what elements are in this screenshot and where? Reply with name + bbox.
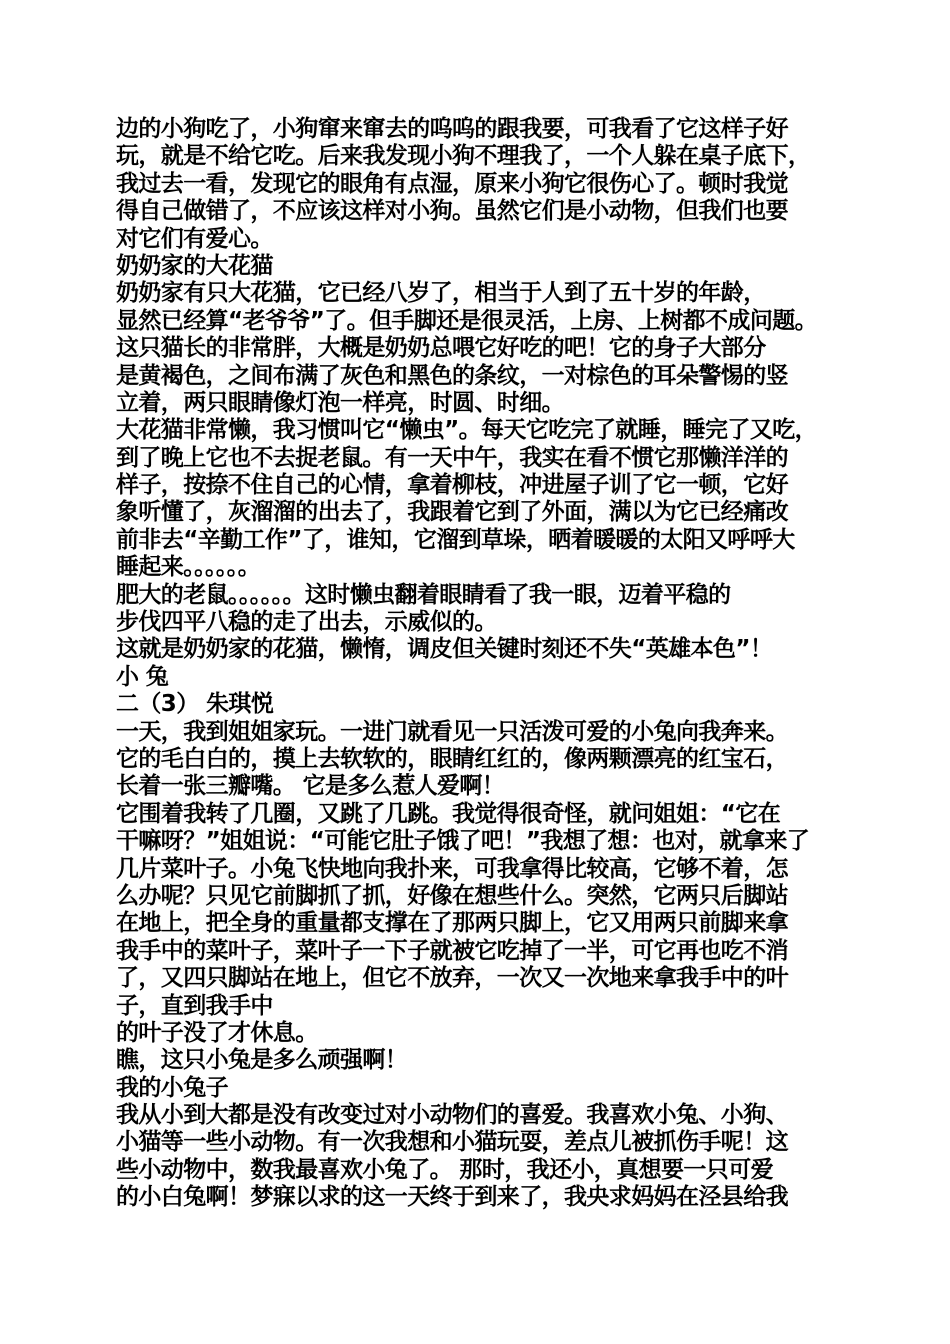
text-line: 么办呢？只见它前脚抓了抓，好像在想些什么。突然，它两只后脚站 [116, 882, 789, 909]
text-line: 我的小兔子 [116, 1074, 229, 1101]
text-line: 干嘛呀？”姐姐说：“可能它肚子饿了吧！”我想了想：也对，就拿来了 [116, 828, 810, 855]
text-line: 奶奶家有只大花猫，它已经八岁了，相当于人到了五十岁的年龄， [116, 280, 766, 307]
text-line: 显然已经算“老爷爷”了。但手脚还是很灵活，上房、上树都不成问题。 [116, 307, 818, 334]
text-line: 几片菜叶子。小兔飞快地向我扑来，可我拿得比较高，它够不着，怎 [116, 855, 789, 882]
text-line: 样子，按捺不住自己的心情，拿着柳枝，冲进屋子训了它一顿，它好 [116, 472, 789, 499]
text-line: 的小白兔啊！梦寐以求的这一天终于到来了，我央求妈妈在泾县给我 [116, 1184, 789, 1211]
document-body [116, 116, 846, 1212]
text-line: 立着，两只眼睛像灯泡一样亮，时圆、时细。 [116, 389, 565, 416]
text-line: 了，又四只脚站在地上，但它不放弃，一次又一次地来拿我手中的叶 [116, 965, 789, 992]
text-line: 小 兔 [116, 663, 169, 690]
text-line: 子，直到我手中 [116, 992, 273, 1019]
text-line: 我过去一看，发现它的眼角有点湿，原来小狗它很伤心了。顿时我觉 [116, 170, 789, 197]
text-line: 睡起来。。。。。。 [116, 554, 261, 581]
text-line: 的叶子没了才休息。 [116, 1019, 318, 1046]
text-line: 奶奶家的大花猫 [116, 252, 273, 279]
text-line: 这就是奶奶家的花猫，懒惰，调皮但关键时刻还不失“英雄本色”！ [116, 636, 773, 663]
text-line: 些小动物中，数我最喜欢小兔了。 那时，我还小，真想要一只可爱 [116, 1156, 774, 1183]
text-line: 到了晚上它也不去捉老鼠。有一天中午，我实在看不惯它那懒洋洋的 [116, 444, 789, 471]
text-line: 玩，就是不给它吃。后来我发现小狗不理我了，一个人躲在桌子底下， [116, 143, 811, 170]
text-line: 它的毛白白的，摸上去软软的，眼睛红红的，像两颗漂亮的红宝石， [116, 745, 789, 772]
text-line: 步伐四平八稳的走了出去，示威似的。 [116, 609, 497, 636]
text-line: 瞧，这只小兔是多么顽强啊！ [116, 1047, 408, 1074]
text-line: 对它们有爱心。 [116, 225, 273, 252]
text-line: 边的小狗吃了，小狗窜来窜去的呜呜的跟我要，可我看了它这样子好 [116, 116, 789, 142]
text-line: 这只猫长的非常胖，大概是奶奶总喂它好吃的吧！它的身子大部分 [116, 335, 766, 362]
text-line: 长着一张三瓣嘴。 它是多么惹人爱啊！ [116, 773, 505, 800]
text-line: 一天，我到姐姐家玩。一进门就看见一只活泼可爱的小兔向我奔来。 [116, 718, 789, 745]
text-line: 前非去“辛勤工作”了，谁知，它溜到草垛，晒着暖暖的太阳又呼呼大 [116, 526, 795, 553]
text-line: 肥大的老鼠。。。。。。这时懒虫翻着眼睛看了我一眼，迈着平稳的 [116, 581, 731, 608]
text-line: 大花猫非常懒，我习惯叫它“懒虫”。每天它吃完了就睡，睡完了又吃， [116, 417, 818, 444]
text-line: 是黄褐色，之间布满了灰色和黑色的条纹，一对棕色的耳朵警惕的竖 [116, 362, 789, 389]
text-line: 它围着我转了几圈，又跳了几跳。我觉得很奇怪，就问姐姐：“它在 [116, 800, 781, 827]
text-line: 二（3） 朱琪悦 [116, 691, 274, 718]
text-line: 我手中的菜叶子，菜叶子一下子就被它吃掉了一半，可它再也吃不消 [116, 937, 789, 964]
text-line: 得自己做错了，不应该这样对小狗。虽然它们是小动物，但我们也要 [116, 198, 789, 225]
text-line: 我从小到大都是没有改变过对小动物们的喜爱。我喜欢小兔、小狗、 [116, 1102, 789, 1129]
text-line: 象听懂了，灰溜溜的出去了，我跟着它到了外面，满以为它已经痛改 [116, 499, 789, 526]
text-line: 小猫等一些小动物。有一次我想和小猫玩耍，差点儿被抓伤手呢！这 [116, 1129, 789, 1156]
text-line: 在地上，把全身的重量都支撑在了那两只脚上，它又用两只前脚来拿 [116, 910, 789, 937]
